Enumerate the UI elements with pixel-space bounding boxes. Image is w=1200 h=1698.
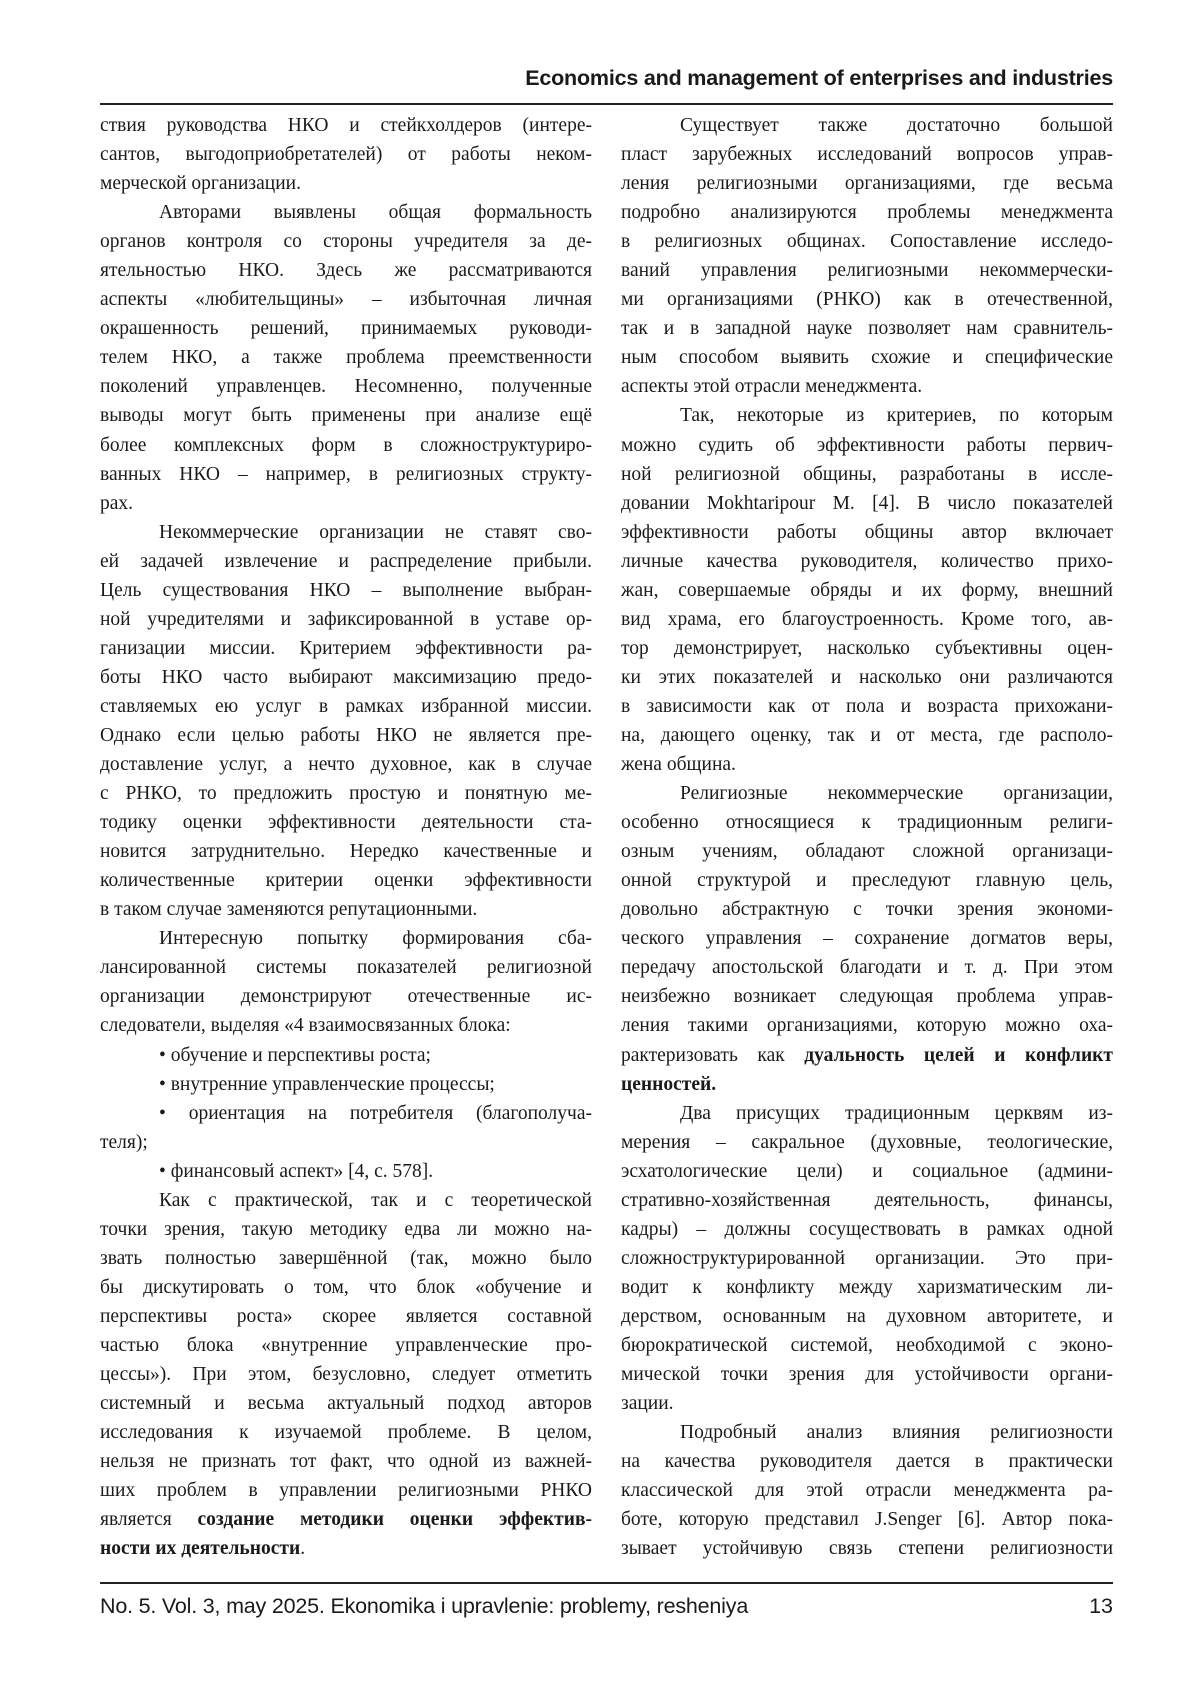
text-line: сложноструктурированной организации. Это при-	[621, 1244, 1113, 1273]
text-line: ми организациями (РНКО) как в отечественной,	[621, 285, 1113, 314]
page-number: 13	[1089, 1594, 1113, 1619]
text-line: в зависимости как от пола и возраста прихожани-	[621, 692, 1113, 721]
text-line: Цель существования НКО – выполнение выбран-	[100, 576, 592, 605]
text-line: организации демонстрируют отечественные ис-	[100, 982, 592, 1011]
text-line: неизбежно возникает следующая проблема управ-	[621, 982, 1113, 1011]
text-line: подробно анализируются проблемы менеджмента	[621, 198, 1113, 227]
text-line: стративно-хозяйственная деятельность, финансы,	[621, 1186, 1113, 1215]
text-segment: является	[100, 1509, 197, 1530]
bold-emphasis: дуальность целей и конфликт	[804, 1045, 1113, 1066]
text-line: поколений управленцев. Несомненно, полученные	[100, 372, 592, 401]
text-line: боте, которую представил J.Senger [6]. Автор пока-	[621, 1505, 1113, 1534]
text-line	[100, 1505, 592, 1534]
text-line: бюрократической системой, необходимой с эконо-	[621, 1331, 1113, 1360]
text-line: ей задачей извлечение и распределение прибыли.	[100, 547, 592, 576]
text-line: звать полностью завершённой (так, можно было	[100, 1244, 592, 1273]
text-line: сантов, выгодоприобретателей) от работы неком-	[100, 140, 592, 169]
text-line: мерческой организации.	[100, 169, 592, 198]
text-line: ной религиозной общины, разработаны в иссле-	[621, 460, 1113, 489]
text-line: Существует также достаточно большой	[621, 111, 1113, 140]
paragraph	[621, 779, 1113, 1099]
text-line: ставляемых ею услуг в рамках избранной миссии.	[100, 692, 592, 721]
paragraph	[621, 111, 1113, 401]
text-line: ления религиозными организациями, где весьма	[621, 169, 1113, 198]
text-line: онной структурой и преследуют главную цель,	[621, 866, 1113, 895]
text-line: количественные критерии оценки эффективности	[100, 866, 592, 895]
text-segment: рактеризовать как	[621, 1045, 804, 1066]
text-line: боты НКО часто выбирают максимизацию предо-	[100, 663, 592, 692]
text-line: аспекты «любительщины» – избыточная личная	[100, 285, 592, 314]
text-line: • ориентация на потребителя (благополуча-	[100, 1099, 592, 1128]
text-line: окрашенность решений, принимаемых руководи-	[100, 314, 592, 343]
text-line: • финансовый аспект» [4, с. 578].	[100, 1157, 592, 1186]
text-line: довольно абстрактную с точки зрения экономи-	[621, 895, 1113, 924]
text-line: в религиозных общинах. Сопоставление исследо-	[621, 227, 1113, 256]
paragraph	[100, 518, 592, 925]
paragraph	[621, 1099, 1113, 1419]
paragraph	[100, 1041, 592, 1070]
text-line: • внутренние управленческие процессы;	[100, 1070, 592, 1099]
text-line: водит к конфликту между харизматическим ли-	[621, 1273, 1113, 1302]
paragraph	[100, 924, 592, 1040]
text-segment: .	[300, 1538, 305, 1559]
text-line: нельзя не признать тот факт, что одной из важней-	[100, 1447, 592, 1476]
paragraph	[100, 198, 592, 518]
text-line: эсхатологические цели) и социальное (админи-	[621, 1157, 1113, 1186]
header-rule	[100, 103, 1113, 105]
text-line: дерством, основанным на духовном авторитете, и	[621, 1302, 1113, 1331]
text-line: на качества руководителя дается в практически	[621, 1447, 1113, 1476]
text-line: новится затруднительно. Нередко качественные и	[100, 837, 592, 866]
text-line: ления такими организациями, которую можно оха-	[621, 1011, 1113, 1040]
text-line: в таком случае заменяются репутационными.	[100, 895, 592, 924]
text-line: особенно относящиеся к традиционным религи-	[621, 808, 1113, 837]
paragraph	[100, 1157, 592, 1186]
text-line: Как с практической, так и с теоретической	[100, 1186, 592, 1215]
text-line: цессы»). При этом, безусловно, следует отметить	[100, 1360, 592, 1389]
text-line: мерения – сакральное (духовные, теологические,	[621, 1128, 1113, 1157]
text-line: Некоммерческие организации не ставят сво-	[100, 518, 592, 547]
text-line: более комплексных форм в сложноструктуриро-	[100, 431, 592, 460]
text-line: бы дискутировать о том, что блок «обучение и	[100, 1273, 592, 1302]
text-line: Подробный анализ влияния религиозности	[621, 1418, 1113, 1447]
text-line: ным способом выявить схожие и специфические	[621, 343, 1113, 372]
text-line: Два присущих традиционным церквям из-	[621, 1099, 1113, 1128]
paragraph	[100, 111, 592, 198]
paragraph	[100, 1186, 592, 1564]
text-line: эффективности работы общины автор включает	[621, 518, 1113, 547]
text-line: телем НКО, а также проблема преемственности	[100, 343, 592, 372]
text-line: Интересную попытку формирования сба-	[100, 924, 592, 953]
bold-emphasis: ценностей.	[621, 1074, 716, 1095]
text-line: передачу апостольской благодати и т. д. При этом	[621, 953, 1113, 982]
text-line: зации.	[621, 1389, 1113, 1418]
paragraph	[621, 401, 1113, 779]
text-line	[100, 1534, 592, 1563]
text-line: следователи, выделяя «4 взаимосвязанных блока:	[100, 1011, 592, 1040]
bold-emphasis: создание методики оценки эффектив-	[197, 1509, 592, 1530]
text-line: исследования к изучаемой проблеме. В целом,	[100, 1418, 592, 1447]
text-line: частью блока «внутренние управленческие про-	[100, 1331, 592, 1360]
text-line: лансированной системы показателей религиозной	[100, 953, 592, 982]
text-line: так и в западной науке позволяет нам сравнитель-	[621, 314, 1113, 343]
text-line: вид храма, его благоустроенность. Кроме того, ав-	[621, 605, 1113, 634]
text-line: ной учредителями и зафиксированной в уставе ор-	[100, 605, 592, 634]
paragraph	[621, 1418, 1113, 1563]
text-line: выводы могут быть применены при анализе ещё	[100, 401, 592, 430]
text-line: с РНКО, то предложить простую и понятную ме-	[100, 779, 592, 808]
text-line: ческого управления – сохранение догматов веры,	[621, 924, 1113, 953]
bold-emphasis: ности их деятельности	[100, 1538, 300, 1559]
text-line: можно судить об эффективности работы первич-	[621, 431, 1113, 460]
text-line: личные качества руководителя, количество прихо-	[621, 547, 1113, 576]
text-line: системный и весьма актуальный подход авторов	[100, 1389, 592, 1418]
text-line: теля);	[100, 1128, 592, 1157]
text-line: зывает устойчивую связь степени религиозности	[621, 1534, 1113, 1563]
text-line: ствия руководства НКО и стейкхолдеров (интере-	[100, 111, 592, 140]
text-line: ятельностью НКО. Здесь же рассматриваются	[100, 256, 592, 285]
text-line: перспективы роста» скорее является составной	[100, 1302, 592, 1331]
text-line: классической для этой отрасли менеджмента ра-	[621, 1476, 1113, 1505]
text-line: пласт зарубежных исследований вопросов управ-	[621, 140, 1113, 169]
text-line: Религиозные некоммерческие организации,	[621, 779, 1113, 808]
text-line	[621, 1041, 1113, 1070]
text-line: Так, некоторые из критериев, по которым	[621, 401, 1113, 430]
paragraph	[100, 1070, 592, 1099]
footer-citation: No. 5. Vol. 3, may 2025. Ekonomika i upravlenie: problemy, resheniya	[100, 1594, 748, 1619]
running-header: Economics and management of enterprises and industries	[100, 66, 1113, 91]
left-column	[100, 111, 592, 1563]
text-line: довании Mokhtaripour M. [4]. В число показателей	[621, 489, 1113, 518]
text-line: рах.	[100, 489, 592, 518]
text-line: аспекты этой отрасли менеджмента.	[621, 372, 1113, 401]
text-line	[621, 1070, 1113, 1099]
text-line: органов контроля со стороны учредителя за де-	[100, 227, 592, 256]
text-line: ганизации миссии. Критерием эффективности ра-	[100, 634, 592, 663]
footer-rule	[100, 1582, 1113, 1584]
text-line: ванных НКО – например, в религиозных структу-	[100, 460, 592, 489]
text-line: жена община.	[621, 750, 1113, 779]
text-line: тодику оценки эффективности деятельности ста-	[100, 808, 592, 837]
text-line: доставление услуг, а нечто духовное, как в случае	[100, 750, 592, 779]
text-line: жан, совершаемые обряды и их форму, внешний	[621, 576, 1113, 605]
text-line: Однако если целью работы НКО не является пре-	[100, 721, 592, 750]
text-line: мической точки зрения для устойчивости органи-	[621, 1360, 1113, 1389]
text-line: ваний управления религиозными некоммерчески-	[621, 256, 1113, 285]
text-line: на, дающего оценку, так и от места, где располо-	[621, 721, 1113, 750]
right-column	[621, 111, 1113, 1563]
text-line: кадры) – должны сосуществовать в рамках одной	[621, 1215, 1113, 1244]
text-line: тор демонстрирует, насколько субъективны оцен-	[621, 634, 1113, 663]
paragraph	[100, 1099, 592, 1157]
text-line: Авторами выявлены общая формальность	[100, 198, 592, 227]
text-line: ших проблем в управлении религиозными РНКО	[100, 1476, 592, 1505]
text-line: точки зрения, такую методику едва ли можно на-	[100, 1215, 592, 1244]
text-line: озным учениям, обладают сложной организаци-	[621, 837, 1113, 866]
text-line: • обучение и перспективы роста;	[100, 1041, 592, 1070]
text-line: ки этих показателей и насколько они различаются	[621, 663, 1113, 692]
